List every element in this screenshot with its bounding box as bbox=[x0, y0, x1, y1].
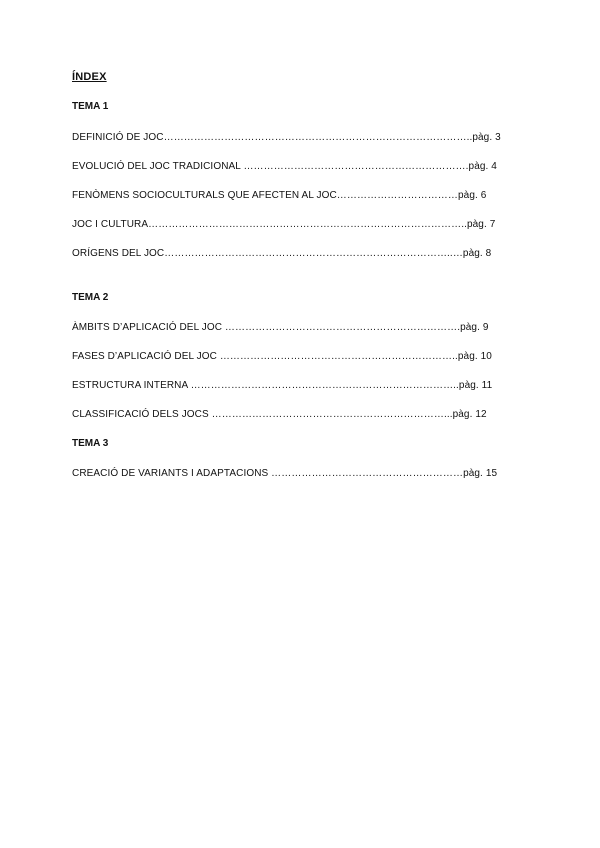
page-title: ÍNDEX bbox=[72, 71, 107, 83]
toc-entry: FASES D’APLICACIÓ DEL JOC ……………………………………………………………..pàg. 10 bbox=[72, 351, 492, 362]
toc-entry: ORÍGENS DEL JOC…………………………………………………………………………..…pàg. 8 bbox=[72, 248, 492, 259]
toc-entry: FENÒMENS SOCIOCULTURALS QUE AFECTEN AL JOC………………………………pàg. 6 bbox=[72, 190, 487, 201]
section-heading-tema-3: TEMA 3 bbox=[72, 438, 109, 449]
toc-entry: EVOLUCIÓ DEL JOC TRADICIONAL ………………………………………………………….pàg. 4 bbox=[72, 161, 497, 172]
toc-entry: CLASSIFICACIÓ DELS JOCS ……………………………………………………………...pàg. 12 bbox=[72, 409, 487, 420]
toc-entry: ESTRUCTURA INTERNA ……………………………………………………………………..pàg. 11 bbox=[72, 380, 493, 391]
toc-entry: CREACIÓ DE VARIANTS I ADAPTACIONS …………………………………………………pàg. 15 bbox=[72, 468, 498, 479]
toc-entry: DEFINICIÓ DE JOC………………………………………………………………………………..pàg. 3 bbox=[72, 132, 501, 143]
section-heading-tema-1: TEMA 1 bbox=[72, 101, 109, 112]
toc-entry: JOC I CULTURA…………………………………………………………………………………..pàg. 7 bbox=[72, 219, 496, 230]
toc-entry: ÀMBITS D’APLICACIÓ DEL JOC …………………………………………………………….pàg. 9 bbox=[72, 322, 489, 333]
section-heading-tema-2: TEMA 2 bbox=[72, 292, 109, 303]
